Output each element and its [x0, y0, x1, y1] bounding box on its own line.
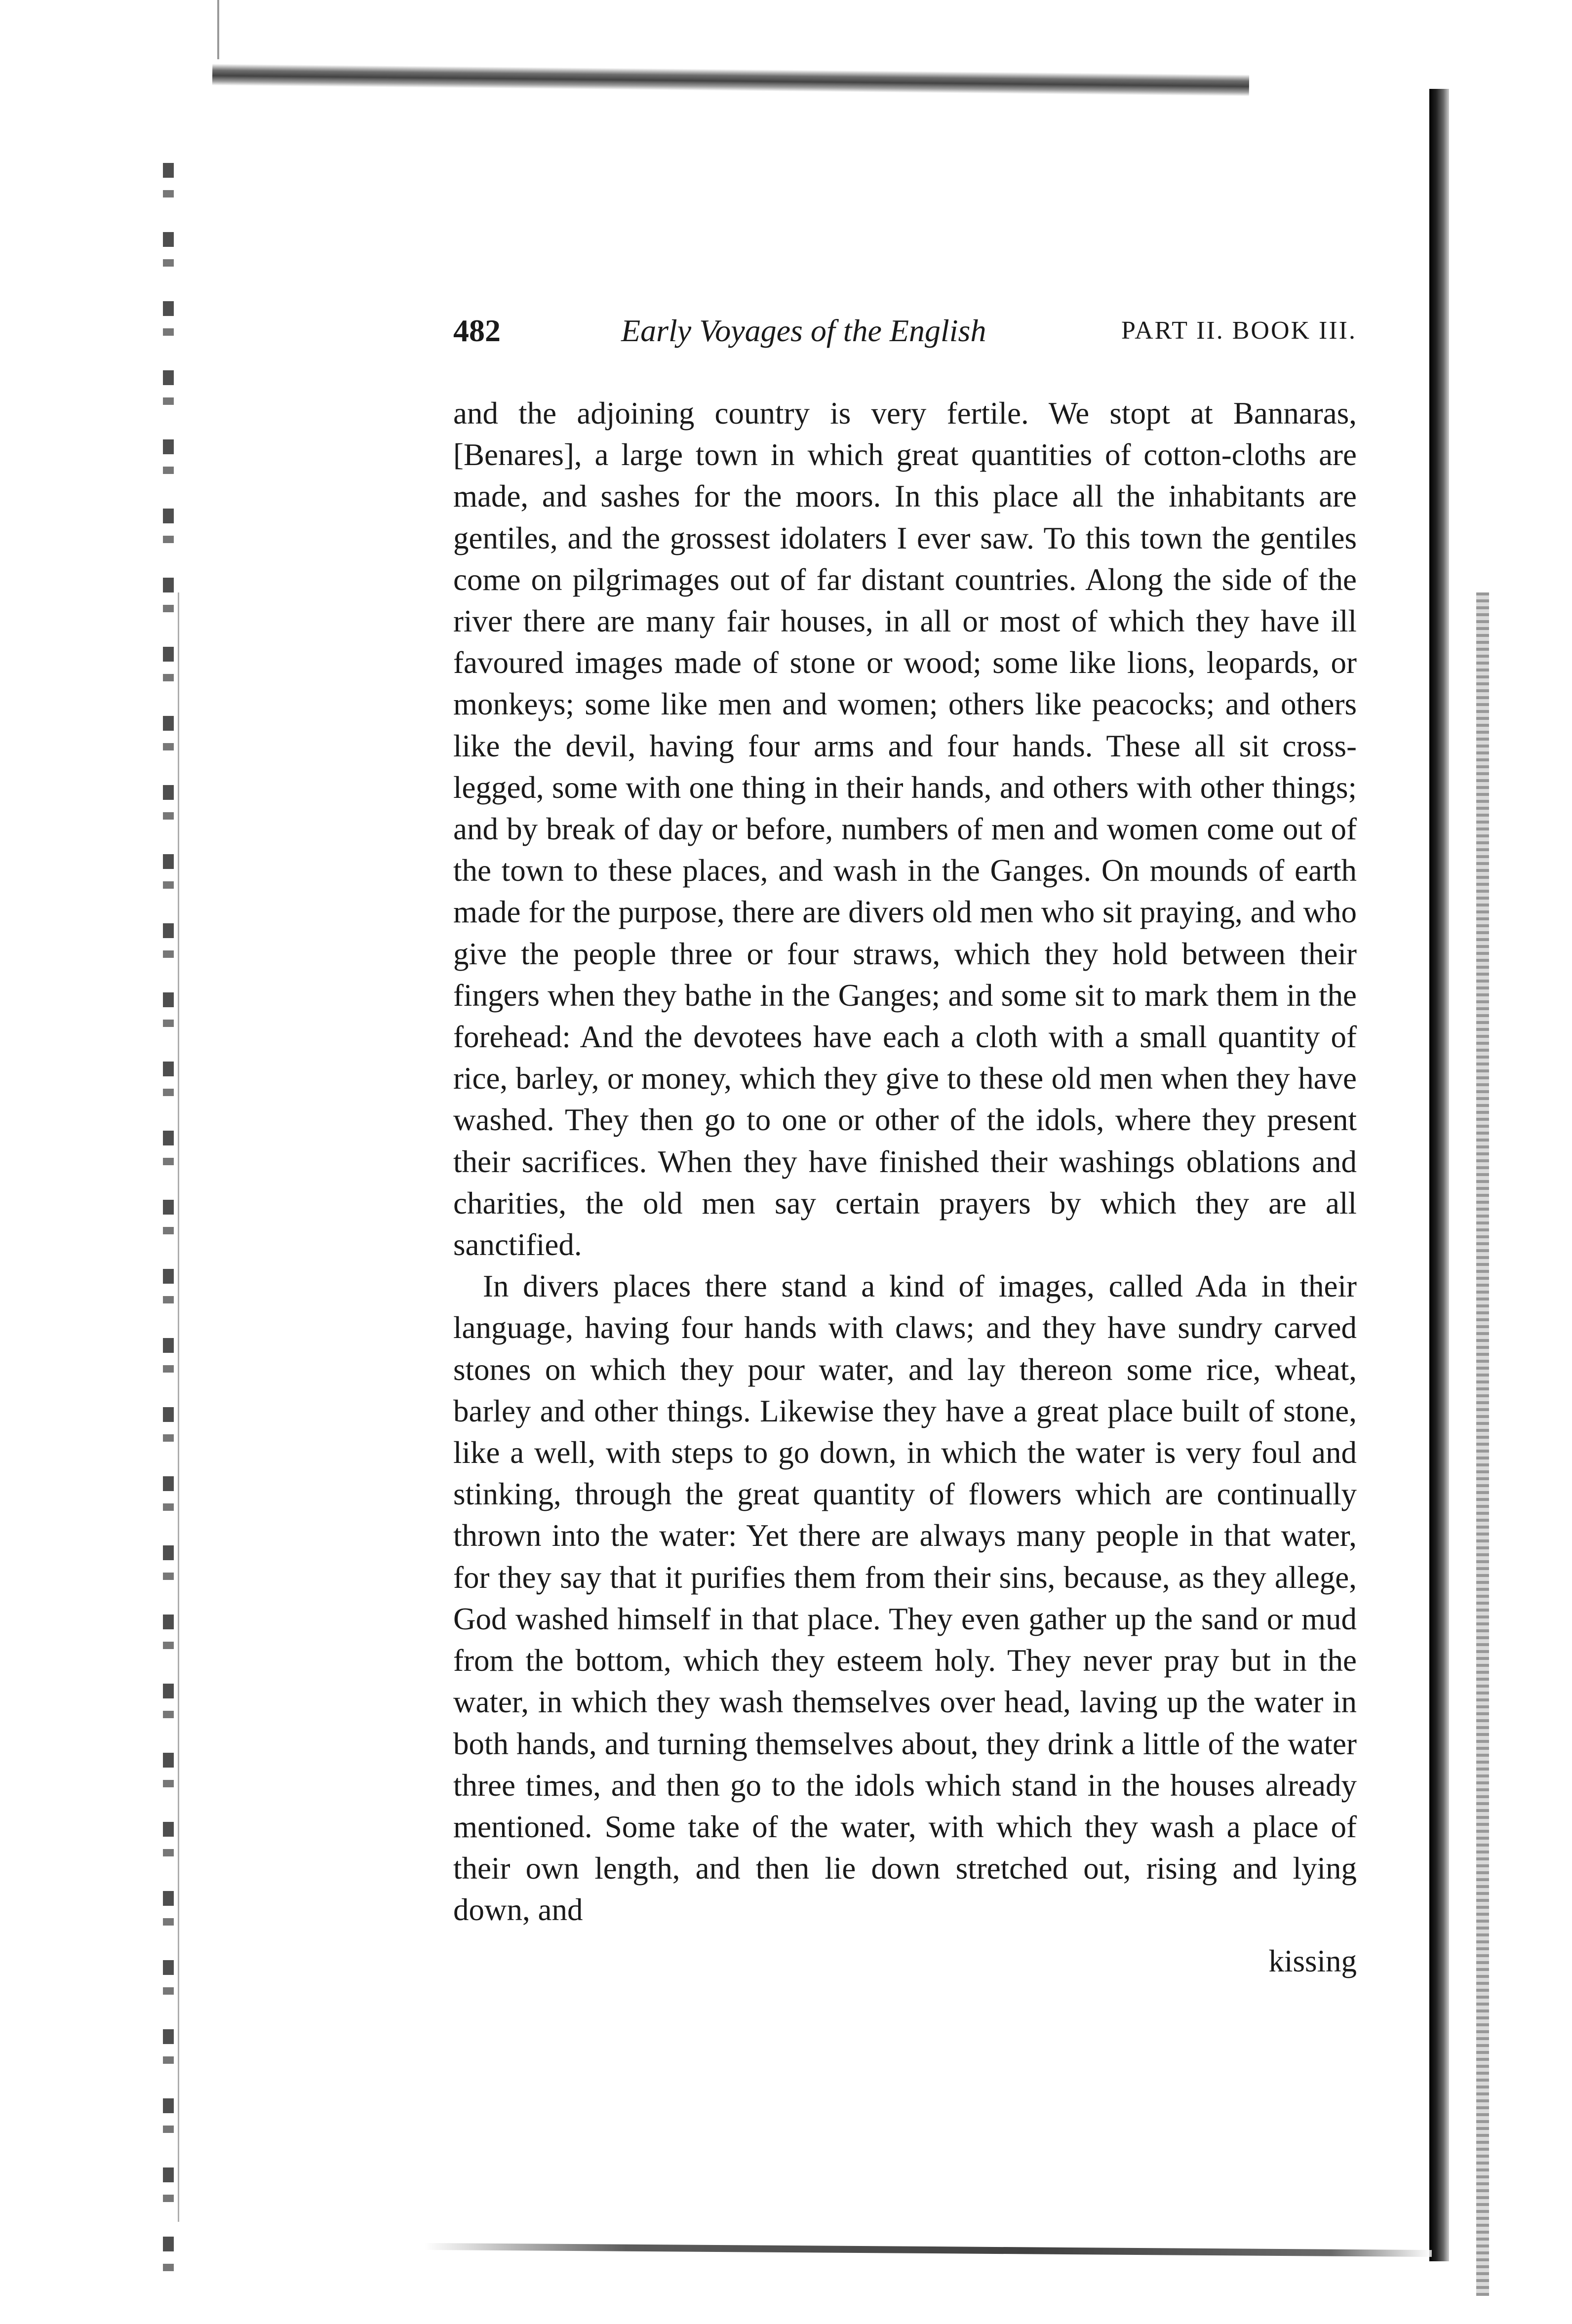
scan-page-edge	[1429, 89, 1449, 2261]
page-number: 482	[453, 313, 501, 348]
scan-binding-line	[178, 592, 179, 2222]
scan-binding-shadow	[163, 163, 174, 2286]
running-title: Early Voyages of the English	[621, 313, 986, 348]
paragraph: In divers places there stand a kind of images, called Ada in their language, having four hands with claws; and they have sundry carved stones on which they pour water, and lay thereon some rice, wheat, barley and other things. Likewise they have a great place built of stone, like a well, with steps to go down, in which the water is very foul and stinking, through the great quantity of flowers which are continually thrown into the water: Yet there are always many people in that water, for they say that it purifies them from their sins, because, as they allege, God washed himself in that place. They even gather up the sand or mud from the bottom, which they esteem holy. They never pray but in the water, in which they wash themselves over head, laving up the water in both hands, and turning themselves about, they drink a little of the water three times, and then go to the idols which stand in the houses already mentioned. Some take of the water, with which they wash a place of their own length, and then lie down stretched out, rising and lying down, and	[453, 1269, 1357, 1928]
part-book-label: PART II. BOOK III.	[1121, 316, 1357, 345]
scan-top-shadow	[212, 64, 1249, 96]
scan-edge-mark	[217, 0, 219, 59]
running-head	[453, 304, 1357, 358]
page-body	[453, 393, 1357, 1931]
scan-page-edge-texture	[1476, 592, 1489, 2296]
scan-bottom-shadow	[425, 2243, 1432, 2257]
paragraph: and the adjoining country is very fertile. We stopt at Bannaras, [Benares], a large town in which great quantities of cotton-cloths are made, and sashes for the moors. In this place all the inhabitants are gentiles, and the grossest idolaters I ever saw. To this town the gentiles come on pilgrimages out of far distant countries. Along the side of the river there are many fair houses, in all or most of which they have ill favoured images made of stone or wood; some like lions, leopards, or monkeys; some like men and women; others like peacocks; and others like the devil, having four arms and four hands. These all sit cross-legged, some with one thing in their hands, and others with other things; and by break of day or before, numbers of men and women come out of the town to these places, and wash in the Ganges. On mounds of earth made for the purpose, there are divers old men who sit praying, and who give the people three or four straws, which they hold between their fingers when they bathe in the Ganges; and some sit to mark them in the forehead: And the devotees have each a cloth with a small quantity of rice, barley, or money, which they give to these old men when they have washed. They then go to one or other of the idols, where they present their sacrifices. When they have finished their washings oblations and charities, the old men say certain prayers by which they are all sanctified.	[453, 396, 1357, 1262]
catchword: kissing	[1268, 1944, 1357, 1978]
